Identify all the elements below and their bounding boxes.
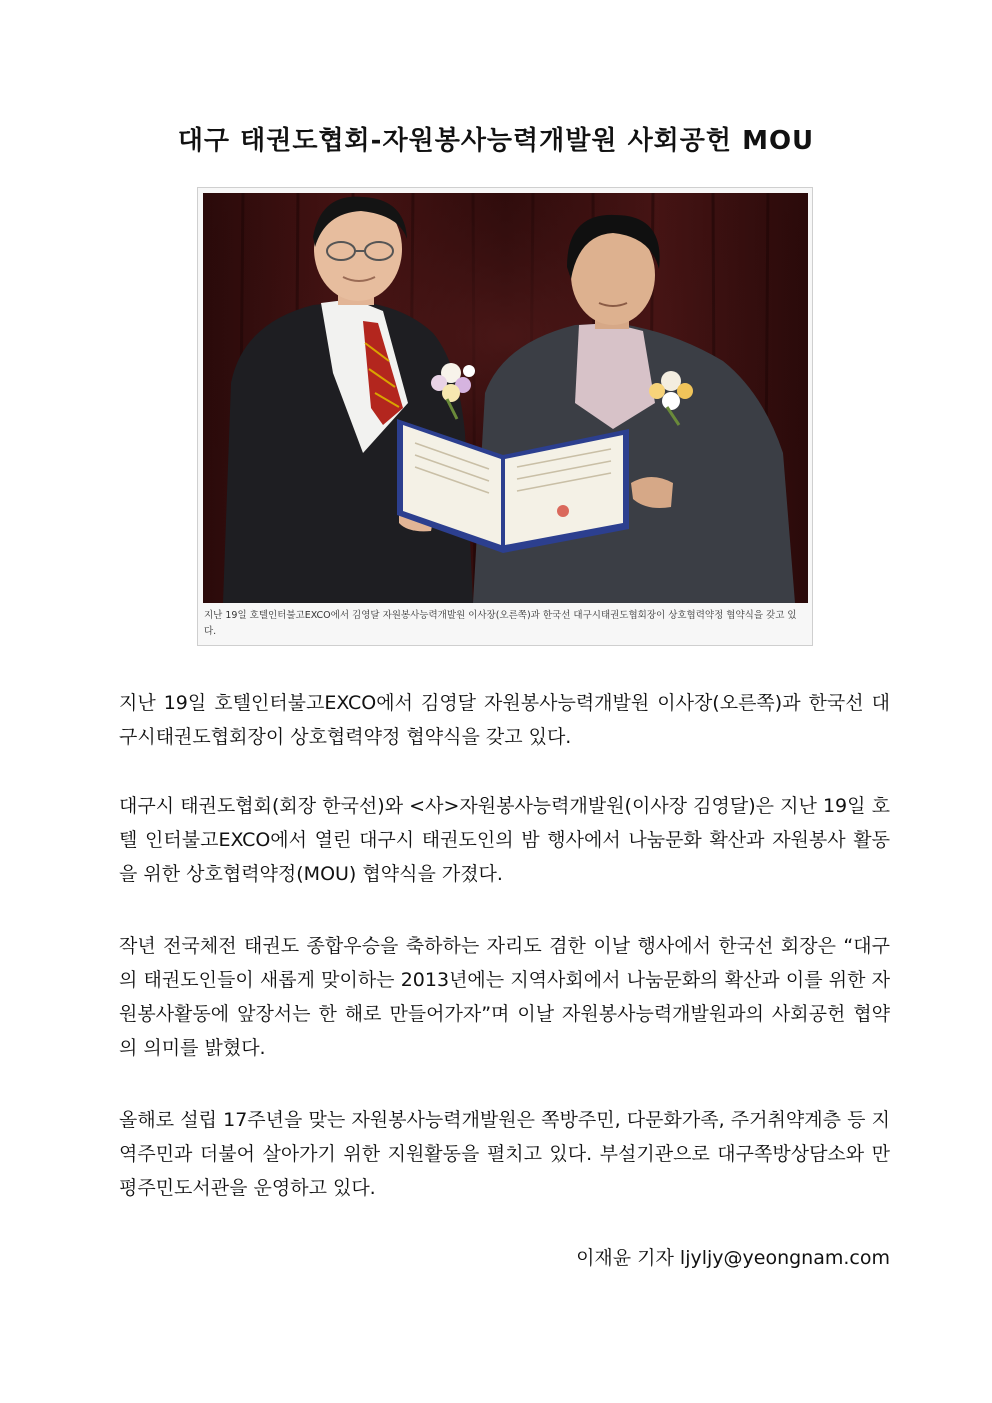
photo-figure: [197, 187, 813, 646]
ceremony-photo: [203, 193, 808, 603]
byline: 이재윤 기자 ljyljy@yeongnam.com: [576, 1247, 890, 1269]
paragraph-3: 작년 전국체전 태권도 종합우승을 축하하는 자리도 겸한 이날 행사에서 한국선 회장은 “대구의 태권도인들이 새롭게 맞이하는 2013년에는 지역사회에서 나눔문화의 확산과 이를 위한 자원봉사활동에 앞장서는 한 해로 만들어가자”며 이날 자원봉사능력개발원과의 사회공헌 협약의 의미를 밝혔다.: [119, 935, 890, 1059]
paragraph-1: 지난 19일 호텔인터불고EXCO에서 김영달 자원봉사능력개발원 이사장(오른쪽)과 한국선 대구시태권도협회장이 상호협력약정 협약식을 갖고 있다.: [119, 692, 890, 748]
photo-caption: 지난 19일 호텔인터불고EXCO에서 김영달 자원봉사능력개발원 이사장(오른쪽)과 한국선 대구시태권도협회장이 상호협력약정 협약식을 갖고 있다.: [204, 610, 797, 637]
article-title: 대구 태권도협회-자원봉사능력개발원 사회공헌 MOU: [177, 126, 815, 156]
mou-ceremony-illustration: [203, 193, 808, 603]
paragraph-2: 대구시 태권도협회(회장 한국선)와 <사>자원봉사능력개발원(이사장 김영달)은 지난 19일 호텔 인터불고EXCO에서 열린 대구시 태권도인의 밤 행사에서 나눔문화 확산과 자원봉사 활동을 위한 상호협력약정(MOU) 협약식을 가졌다.: [119, 795, 890, 885]
paragraph-4: 올해로 설립 17주년을 맞는 자원봉사능력개발원은 쪽방주민, 다문화가족, 주거취약계층 등 지역주민과 더불어 살아가기 위한 지원활동을 펼치고 있다. 부설기관으로 대구쪽방상담소와 만평주민도서관을 운영하고 있다.: [119, 1109, 890, 1199]
